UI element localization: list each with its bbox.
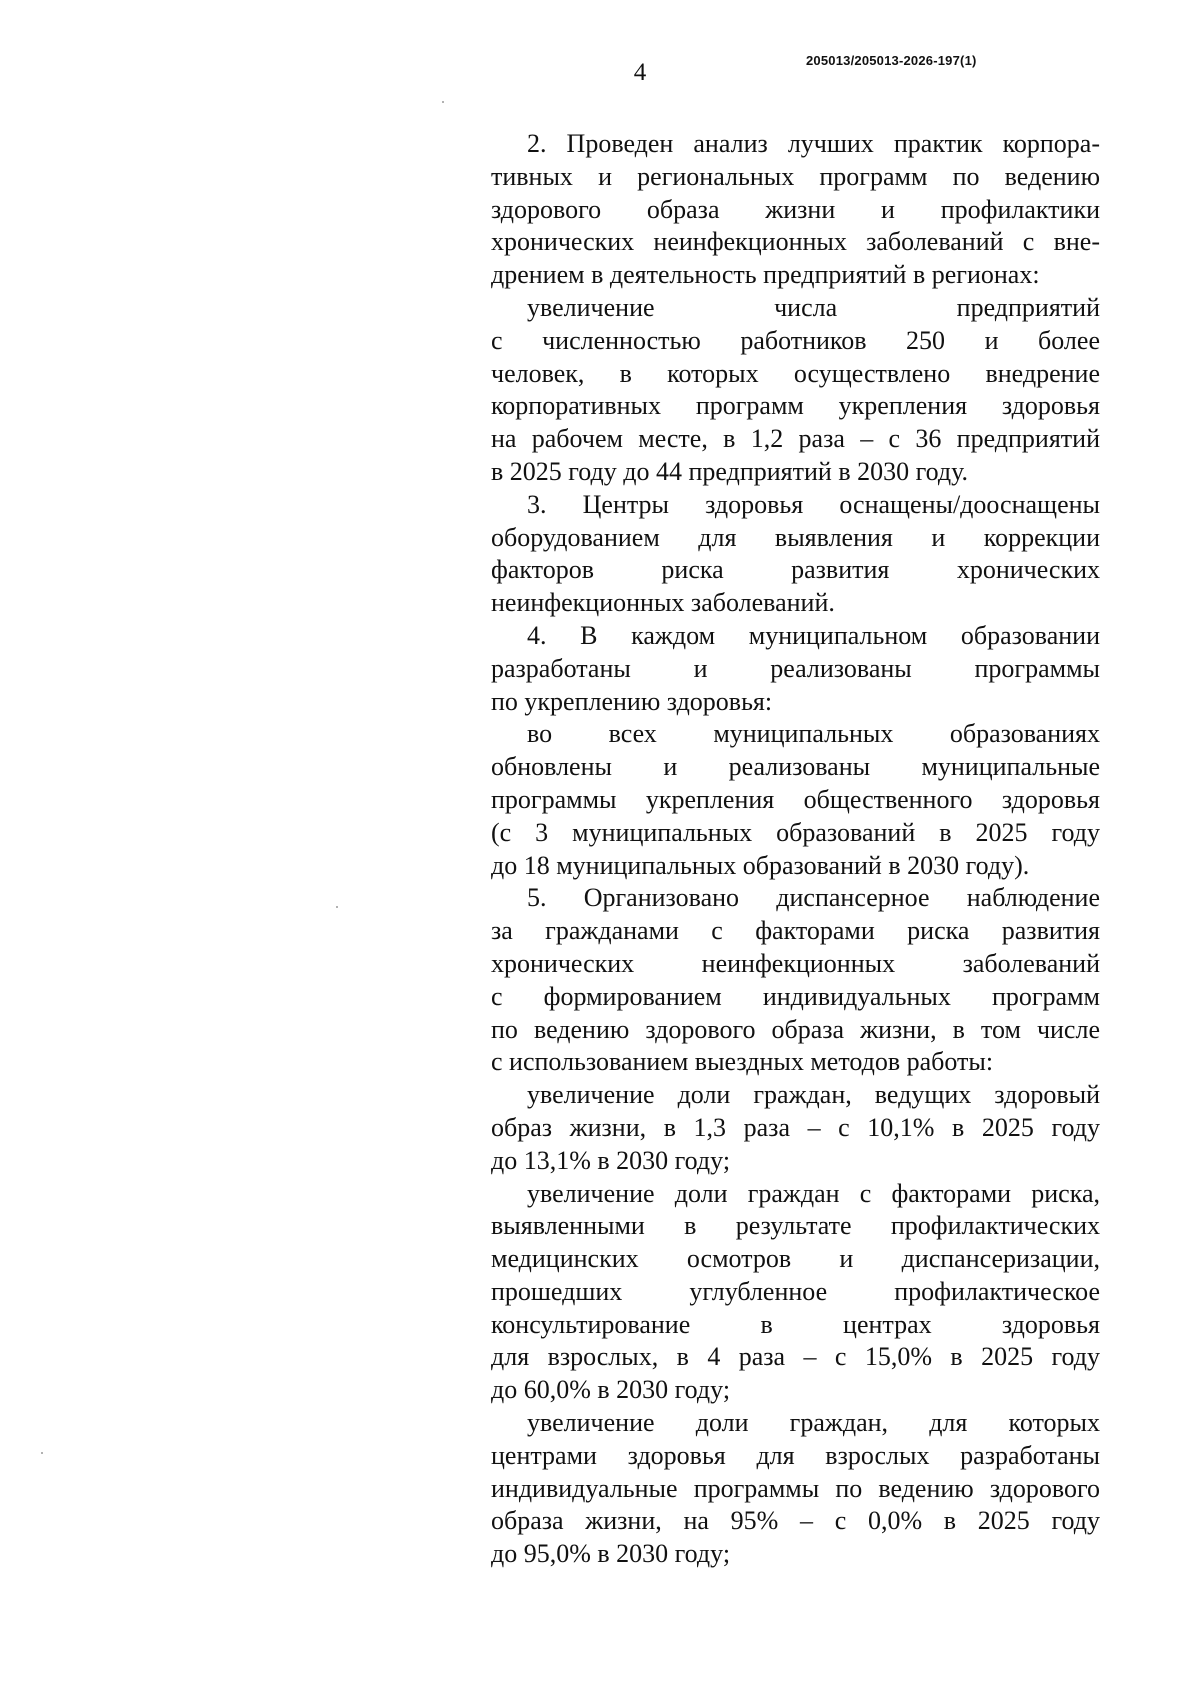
text-line: хронических неинфекционных заболеваний — [491, 948, 1100, 978]
text-line: с формированием индивидуальных программ — [491, 981, 1100, 1011]
paragraph — [491, 1079, 1100, 1177]
text-line: корпоративных программ укрепления здоровья — [491, 391, 1100, 421]
text-line: индивидуальные программы по ведению здорового — [491, 1473, 1100, 1503]
text-line: неинфекционных заболеваний. — [491, 588, 835, 618]
paragraph — [491, 718, 1100, 882]
paragraph — [491, 489, 1100, 620]
text-line: оборудованием для выявления и коррекции — [491, 522, 1100, 552]
text-line: образа жизни, на 95% – с 0,0% в 2025 году — [491, 1506, 1100, 1536]
text-line: увеличение доли граждан с факторами риска, — [527, 1178, 1100, 1208]
text-line: увеличение числа предприятий — [527, 292, 1100, 322]
document-body — [491, 128, 1100, 1571]
paragraph — [491, 292, 1100, 489]
text-line: хронических неинфекционных заболеваний с вне- — [491, 227, 1100, 257]
scan-speck — [442, 101, 444, 103]
text-line: 2. Проведен анализ лучших практик корпора- — [527, 129, 1100, 158]
text-line: увеличение доли граждан, ведущих здоровый — [527, 1080, 1100, 1110]
text-line: разработаны и реализованы программы — [491, 653, 1100, 683]
text-line: до 95,0% в 2030 году; — [491, 1539, 731, 1569]
text-line: человек, в которых осуществлено внедрение — [491, 358, 1100, 388]
text-line: дрением в деятельность предприятий в регионах: — [491, 260, 1040, 290]
document-code: 205013/205013-2026-197(1) — [806, 53, 977, 68]
paragraph — [491, 1407, 1100, 1571]
text-line: образ жизни, в 1,3 раза – с 10,1% в 2025 году — [491, 1112, 1100, 1142]
paragraph — [491, 882, 1100, 1079]
paragraph — [491, 620, 1100, 718]
text-line: 3. Центры здоровья оснащены/дооснащены — [527, 489, 1100, 519]
text-line: по укреплению здоровья: — [491, 686, 773, 716]
text-line: 5. Организовано диспансерное наблюдение — [527, 883, 1100, 913]
paragraph — [491, 1178, 1100, 1408]
text-line: на рабочем месте, в 1,2 раза – с 36 предприятий — [491, 424, 1100, 454]
scan-speck — [336, 906, 338, 908]
text-line: факторов риска развития хронических — [491, 555, 1100, 585]
text-line: в 2025 году до 44 предприятий в 2030 году. — [491, 456, 968, 486]
page-number: 4 — [633, 59, 647, 86]
text-line: для взрослых, в 4 раза – с 15,0% в 2025 году — [491, 1342, 1100, 1372]
text-line: консультирование в центрах здоровья — [491, 1309, 1100, 1339]
text-line: (с 3 муниципальных образований в 2025 году — [491, 817, 1100, 847]
text-line: до 13,1% в 2030 году; — [491, 1145, 731, 1175]
text-line: центрами здоровья для взрослых разработаны — [491, 1440, 1100, 1470]
scan-speck — [41, 1452, 43, 1454]
text-line: прошедших углубленное профилактическое — [491, 1276, 1100, 1306]
text-line: во всех муниципальных образованиях — [527, 719, 1100, 749]
text-line: увеличение доли граждан, для которых — [527, 1408, 1100, 1438]
text-line: за гражданами с факторами риска развития — [491, 916, 1100, 946]
text-line: тивных и региональных программ по ведению — [491, 161, 1100, 191]
text-line: 4. В каждом муниципальном образовании — [527, 620, 1100, 650]
paragraph — [491, 128, 1100, 292]
text-line: программы укрепления общественного здоровья — [491, 784, 1100, 814]
text-line: выявленными в результате профилактических — [491, 1211, 1100, 1241]
text-line: с численностью работников 250 и более — [491, 325, 1100, 355]
text-line: медицинских осмотров и диспансеризации, — [491, 1244, 1100, 1274]
text-line: обновлены и реализованы муниципальные — [491, 752, 1100, 782]
text-line: до 18 муниципальных образований в 2030 году). — [491, 850, 1030, 880]
text-line: здорового образа жизни и профилактики — [491, 194, 1100, 224]
text-line: до 60,0% в 2030 году; — [491, 1375, 731, 1405]
text-line: по ведению здорового образа жизни, в том числе — [491, 1014, 1100, 1044]
text-line: с использованием выездных методов работы: — [491, 1047, 994, 1077]
